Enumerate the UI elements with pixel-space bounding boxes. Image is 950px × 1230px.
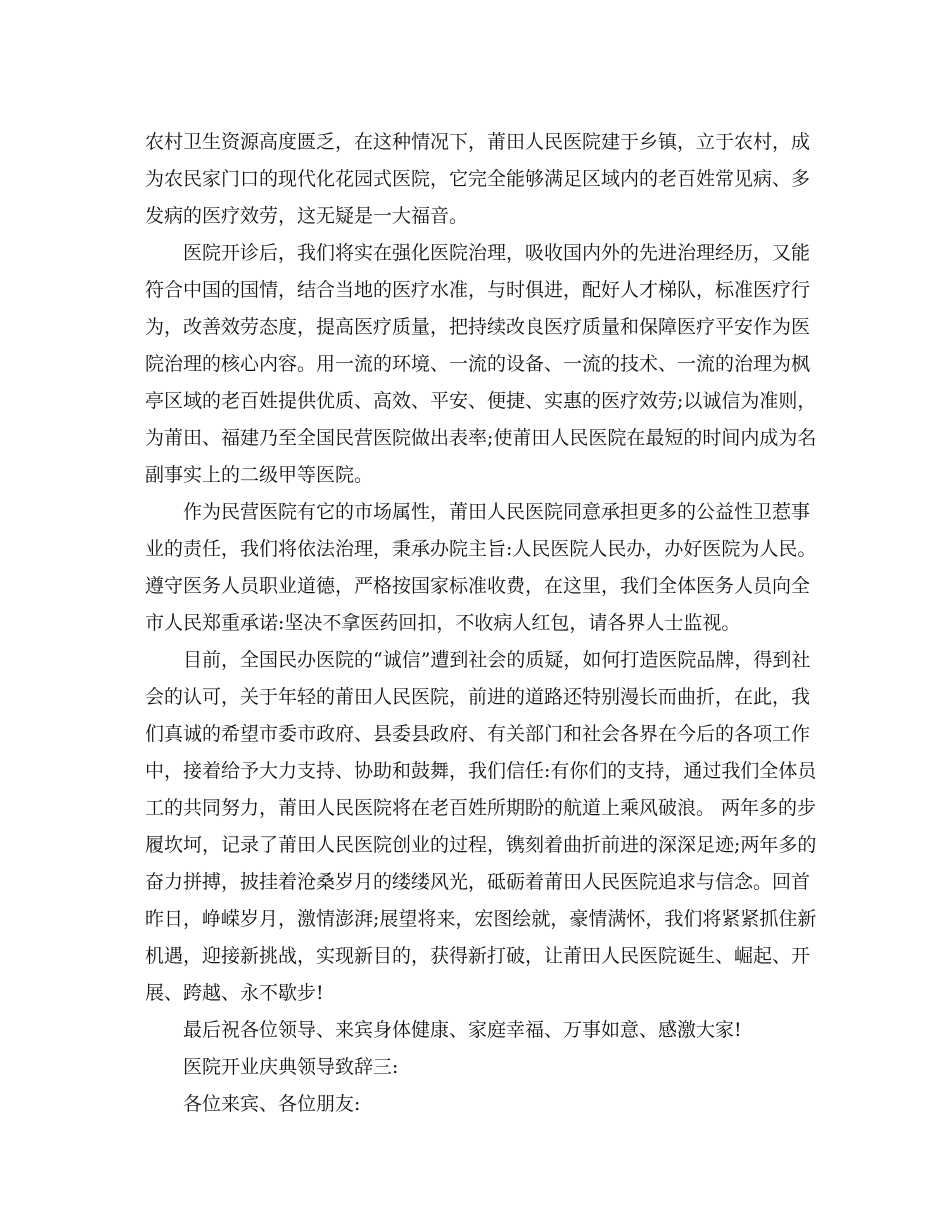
- text-line-content: 发病的医疗效劳，这无疑是一大福音。: [145, 205, 469, 227]
- text-line: [0, 830, 950, 860]
- text-line: [0, 127, 950, 157]
- text-line-content: 会的认可，关于年轻的莆田人民医院，前进的道路还特别漫长而曲折，在此，我: [145, 686, 811, 708]
- text-line: [0, 608, 950, 638]
- text-line: [0, 941, 950, 971]
- text-line: [0, 386, 950, 416]
- text-line-content: 奋力拼搏，披挂着沧桑岁月的缕缕风光，砥砺着莆田人民医院追求与信念。回首: [145, 871, 811, 893]
- text-line: [0, 534, 950, 564]
- text-line-content: 各位来宾、各位朋友:: [183, 1093, 361, 1115]
- text-line-content: 履坎坷，记录了莆田人民医院创业的过程，镌刻着曲折前进的深深足迹;两年多的: [145, 834, 817, 856]
- text-line: [0, 682, 950, 712]
- text-line: [0, 238, 950, 268]
- text-line-content: 医院开诊后，我们将实在强化医院治理，吸收国内外的先进治理经历，又能: [183, 242, 811, 264]
- text-line-content: 副事实上的二级甲等医院。: [145, 464, 374, 486]
- text-line-content: 目前，全国民办医院的“诚信”遭到社会的质疑，如何打造医院品牌，得到社: [183, 649, 811, 671]
- text-line-content: 作为民营医院有它的市场属性，莆田人民医院同意承担更多的公益性卫惹事: [183, 501, 811, 523]
- text-line-content: 工的共同努力，莆田人民医院将在老百姓所期盼的航道上乘风破浪。 两年多的步: [145, 797, 817, 819]
- text-line: [0, 423, 950, 453]
- text-line: [0, 497, 950, 527]
- text-line: [0, 1052, 950, 1082]
- text-line: [0, 719, 950, 749]
- text-line: [0, 1015, 950, 1045]
- text-line: [0, 867, 950, 897]
- text-line-content: 市人民郑重承诺:坚决不拿医药回扣，不收病人红包，请各界人士监视。: [145, 612, 741, 634]
- text-line-content: 院治理的核心内容。用一流的环境、一流的设备、一流的技术、一流的治理为枫: [145, 353, 811, 375]
- text-line: [0, 756, 950, 786]
- text-line: [0, 978, 950, 1008]
- text-line-content: 亭区域的老百姓提供优质、高效、平安、便捷、实惠的医疗效劳;以诚信为准则，: [145, 390, 817, 412]
- text-line-content: 机遇，迎接新挑战，实现新目的，获得新打破，让莆田人民医院诞生、崛起、开: [145, 945, 811, 967]
- text-line-content: 昨日，峥嵘岁月，激情澎湃;展望将来，宏图绘就，豪情满怀，我们将紧紧抓住新: [145, 908, 817, 930]
- text-line: [0, 1089, 950, 1119]
- text-line-content: 展、跨越、永不歇步!: [145, 982, 324, 1004]
- text-line: [0, 793, 950, 823]
- text-line-content: 中，接着给予大力支持、协助和鼓舞，我们信任:有你们的支持，通过我们全体员: [145, 760, 817, 782]
- text-line: [0, 275, 950, 305]
- text-line-content: 医院开业庆典领导致辞三:: [183, 1056, 399, 1078]
- text-line: [0, 201, 950, 231]
- text-line: [0, 571, 950, 601]
- text-line-content: 们真诚的希望市委市政府、县委县政府、有关部门和社会各界在今后的各项工作: [145, 723, 811, 745]
- text-line: [0, 460, 950, 490]
- text-line-content: 为农民家门口的现代化花园式医院，它完全能够满足区域内的老百姓常见病、多: [145, 168, 811, 190]
- text-line-content: 为，改善效劳态度，提高医疗质量，把持续改良医疗质量和保障医疗平安作为医: [145, 316, 811, 338]
- text-line-content: 为莆田、福建乃至全国民营医院做出表率;使莆田人民医院在最短的时间内成为名: [145, 427, 817, 449]
- text-line: [0, 904, 950, 934]
- text-line-content: 遵守医务人员职业道德，严格按国家标准收费，在这里，我们全体医务人员向全: [145, 575, 811, 597]
- text-line: [0, 164, 950, 194]
- text-line-content: 业的责任，我们将依法治理，秉承办院主旨:人民医院人民办，办好医院为人民。: [145, 538, 817, 560]
- text-line: [0, 312, 950, 342]
- text-line: [0, 349, 950, 379]
- text-line-content: 农村卫生资源高度匮乏，在这种情况下，莆田人民医院建于乡镇，立于农村，成: [145, 131, 811, 153]
- text-line-content: 符合中国的国情，结合当地的医疗水准，与时俱进，配好人才梯队，标准医疗行: [145, 279, 811, 301]
- text-line-content: 最后祝各位领导、来宾身体健康、家庭幸福、万事如意、感激大家!: [183, 1019, 742, 1041]
- text-line: [0, 645, 950, 675]
